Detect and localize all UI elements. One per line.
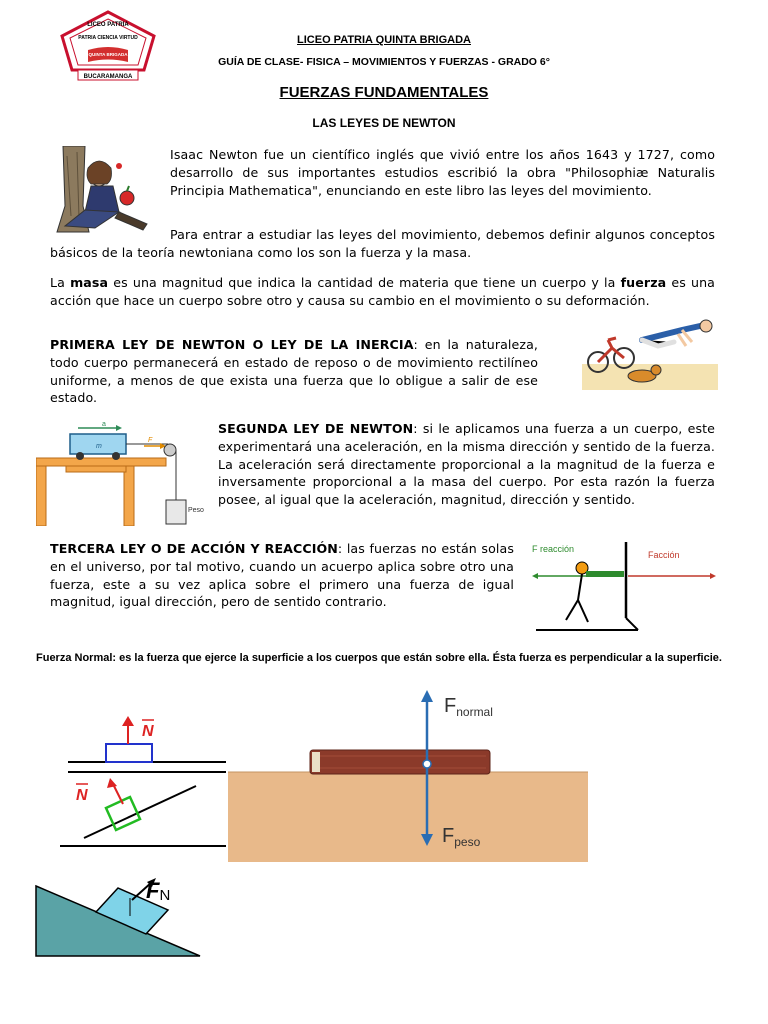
term-fuerza: fuerza	[620, 275, 667, 290]
definitions-post: es una acción que hace un cuerpo sobre otro y causa su cambio en el movimiento o su deformación.	[50, 275, 715, 308]
f-peso-label: $F_{peso}$	[442, 825, 481, 849]
reaction-label: F reacción	[532, 544, 575, 554]
school-name: LICEO PATRIA QUINTA BRIGADA	[297, 34, 471, 46]
action-reaction-diagram	[530, 538, 720, 638]
first-law-title: PRIMERA LEY DE NEWTON O LEY DE LA INERCIA	[50, 337, 414, 352]
n-vector-label-slope: N	[76, 787, 88, 804]
incline-fn-diagram	[34, 870, 206, 960]
n-vector-label-top: N	[142, 723, 154, 740]
term-masa: masa	[70, 275, 109, 290]
cart-label-f: F	[148, 437, 153, 444]
cart-label-m: m	[96, 443, 102, 450]
logo-bottom-text: BUCARAMANGA	[83, 74, 133, 80]
definitions-mid: es una magnitud que indica la cantidad de materia que tiene un cuerpo y la	[108, 275, 621, 290]
cart-pulley-diagram	[36, 416, 208, 526]
definitions-paragraph	[50, 274, 715, 310]
cart-label-peso: Peso	[188, 507, 204, 514]
page-subtitle: LAS LEYES DE NEWTON	[312, 116, 456, 130]
definitions-pre: La	[50, 275, 71, 290]
third-law-paragraph	[50, 540, 514, 611]
normal-force-caption	[36, 650, 736, 667]
logo-ribbon-text: PATRIA CIENCIA VIRTUD	[78, 35, 138, 41]
page-title: FUERZAS FUNDAMENTALES	[279, 84, 489, 101]
newton-under-tree-illustration	[55, 146, 155, 234]
third-law-title: TERCERA LEY O DE ACCIÓN Y REACCIÓN	[50, 541, 338, 556]
cart-label-a: a	[102, 421, 106, 428]
first-law-text: : en la naturaleza, todo cuerpo permanecerá en estado de reposo o de movimiento rectilíneo uniforme, a menos de que exista una fuerza que lo obligue a salir de ese estado.	[50, 337, 538, 406]
normal-vectors-diagram	[36, 704, 228, 860]
intro-paragraph-1: Isaac Newton fue un científico inglés que vivió entre los años 1643 y 1727, como desarrollo de sus importantes estudios escribió la obra "Philosophiæ Naturalis Principia Mathematica", enunciando en este libro las leyes del movimiento.	[170, 147, 715, 198]
normal-force-text: es la fuerza que ejerce la superficie a los cuerpos que están sobre ella. Ésta fuerza es perpendicular a la superficie.	[116, 652, 722, 664]
f-normal-label: $F_{normal}$	[444, 695, 493, 719]
second-law-paragraph	[218, 420, 715, 509]
guide-title: GUÍA DE CLASE- FISICA – MOVIMIENTOS Y FUERZAS - GRADO 6°	[218, 56, 550, 68]
normal-force-label: Fuerza Normal:	[36, 652, 117, 664]
intro-paragraph-2: Para entrar a estudiar las leyes del movimiento, debemos definir algunos conceptos básicos de la teoría newtoniana como los son la fuerza y la masa.	[50, 227, 715, 260]
fn-label: FN	[146, 878, 171, 904]
bicycle-crash-illustration	[582, 318, 718, 390]
logo-inner-text: QUINTA BRIGADA	[88, 52, 128, 57]
second-law-title: SEGUNDA LEY DE NEWTON	[218, 421, 414, 436]
first-law-paragraph	[50, 336, 538, 407]
third-law-text: : las fuerzas no están solas en el universo, por tal motivo, cuando un acuerpo aplica sobre otro una fuerza, este a su vez aplica sobre el primero una fuerza de igual magnitud, igual dirección, pero de sentido contrario.	[50, 541, 514, 610]
second-law-text: : si le aplicamos una fuerza a un cuerpo, este experimentará una aceleración, en la misma dirección y sentido de la fuerza. La aceleración será directamente proporcional a la magnitud de la fuerza e inversamente proporcional a la masa del cuerpo. Por esta razón la fuerza posee, al igual que la aceleración, magnitud, dirección y sentido.	[218, 421, 716, 508]
action-label: Facción	[648, 550, 680, 560]
school-logo	[58, 10, 158, 82]
book-normal-force-diagram	[228, 688, 588, 862]
logo-top-text: LICEO PATRIA	[87, 22, 129, 28]
